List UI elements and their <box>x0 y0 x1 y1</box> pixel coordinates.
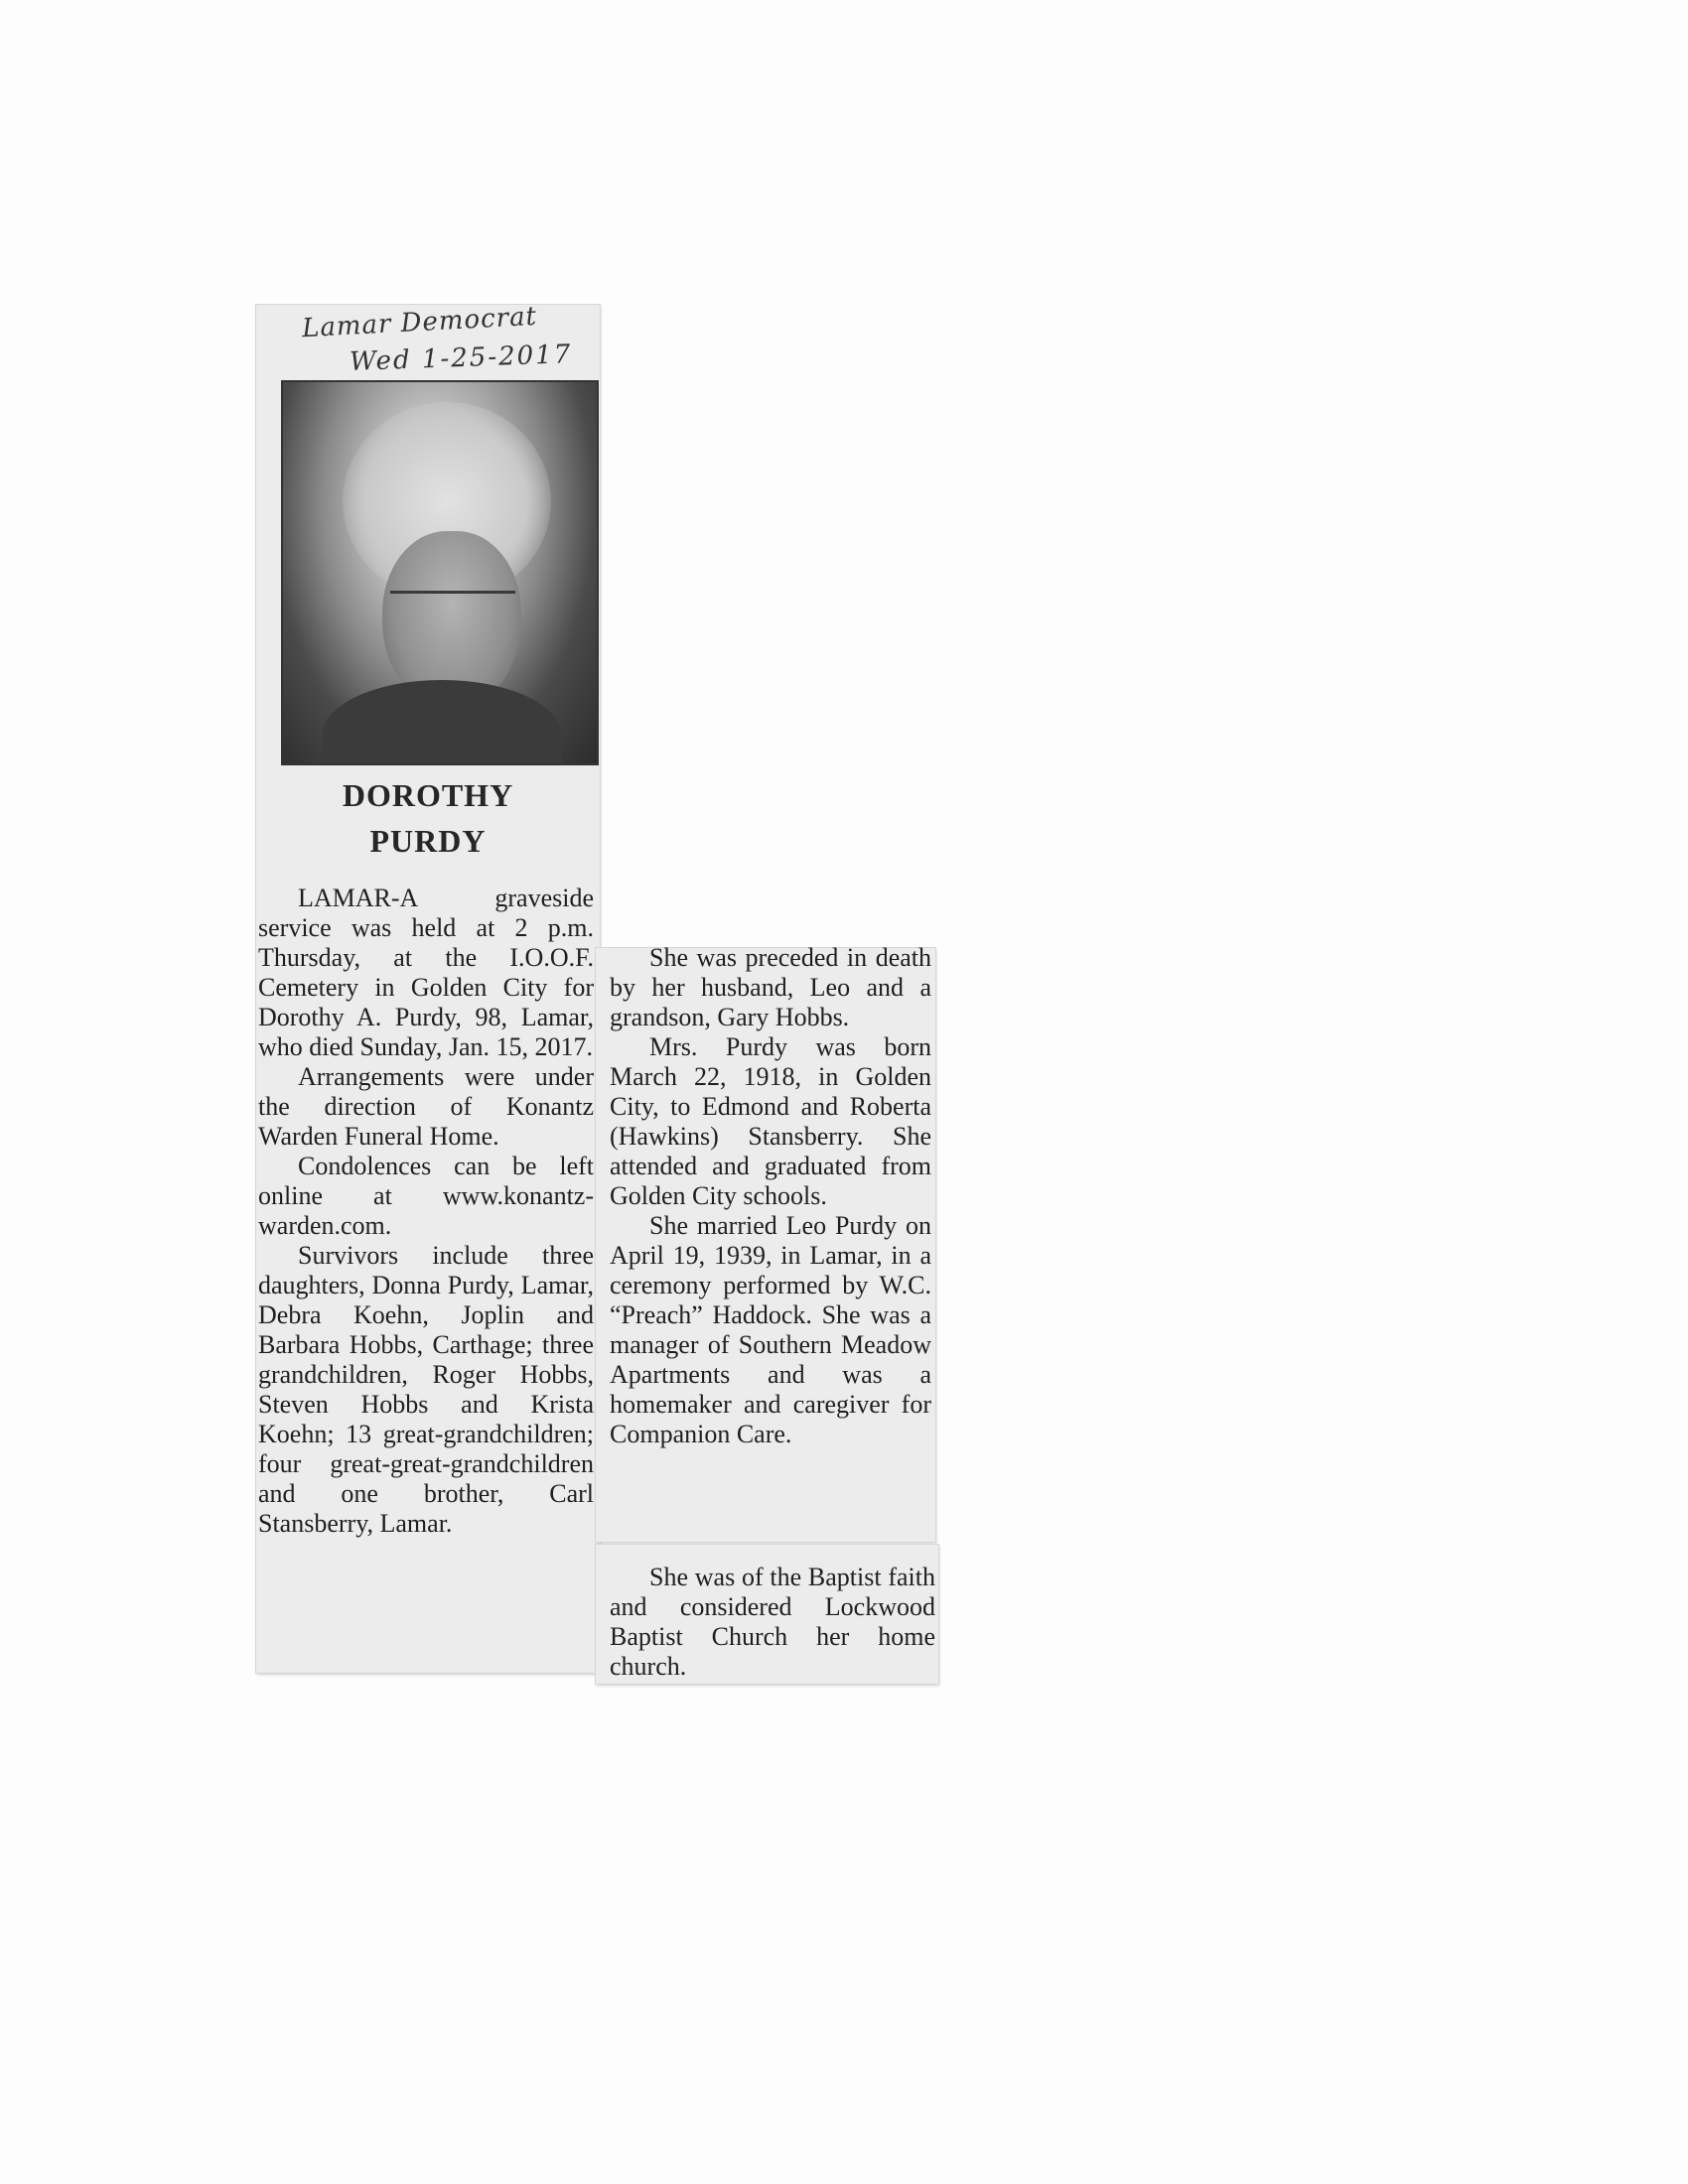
paragraph: She was preceded in death by her husband, Leo and a grandson, Gary Hobbs. <box>610 943 931 1031</box>
paragraph: She was of the Baptist faith and considered Lockwood Baptist Church her home church. <box>610 1563 935 1681</box>
name-first: DOROTHY <box>342 777 514 813</box>
obituary-right-column <box>610 943 931 1449</box>
photo-glasses <box>390 591 515 623</box>
obituary-name <box>256 772 600 864</box>
paragraph: She married Leo Purdy on April 19, 1939, in Lamar, in a ceremony performed by W.C. “Preach” Haddock. She was a manager of Southern Meadow Apartments and was a homemaker and caregiver for Companion Care. <box>610 1211 931 1448</box>
obituary-right-bottom-column <box>610 1563 935 1682</box>
paragraph: Condolences can be left online at www.konantz-warden.com. <box>258 1152 594 1240</box>
photo-collar <box>323 680 561 765</box>
name-last: PURDY <box>369 823 487 859</box>
obituary-photo <box>281 380 599 765</box>
paragraph: Mrs. Purdy was born March 22, 1918, in Golden City, to Edmond and Roberta (Hawkins) Stansberry. She attended and graduated from Golden City schools. <box>610 1032 931 1210</box>
obituary-left-column <box>258 884 594 1539</box>
paragraph: Survivors include three daughters, Donna Purdy, Lamar, Debra Koehn, Joplin and Barbara Hobbs, Carthage; three grandchildren, Roger Hobbs, Steven Hobbs and Krista Koehn; 13 great-grandchildren; four great-great-grandchildren and one brother, Carl Stansberry, Lamar. <box>258 1241 594 1538</box>
paragraph: LAMAR-A graveside service was held at 2 p.m. Thursday, at the I.O.O.F. Cemetery in Golden City for Dorothy A. Purdy, 98, Lamar, who died Sunday, Jan. 15, 2017. <box>258 884 594 1061</box>
handwritten-date: Wed 1-25-2017 <box>349 340 573 377</box>
paragraph: Arrangements were under the direction of Konantz Warden Funeral Home. <box>258 1062 594 1151</box>
handwritten-publication: Lamar Democrat <box>301 301 538 344</box>
handwritten-note <box>270 303 598 382</box>
